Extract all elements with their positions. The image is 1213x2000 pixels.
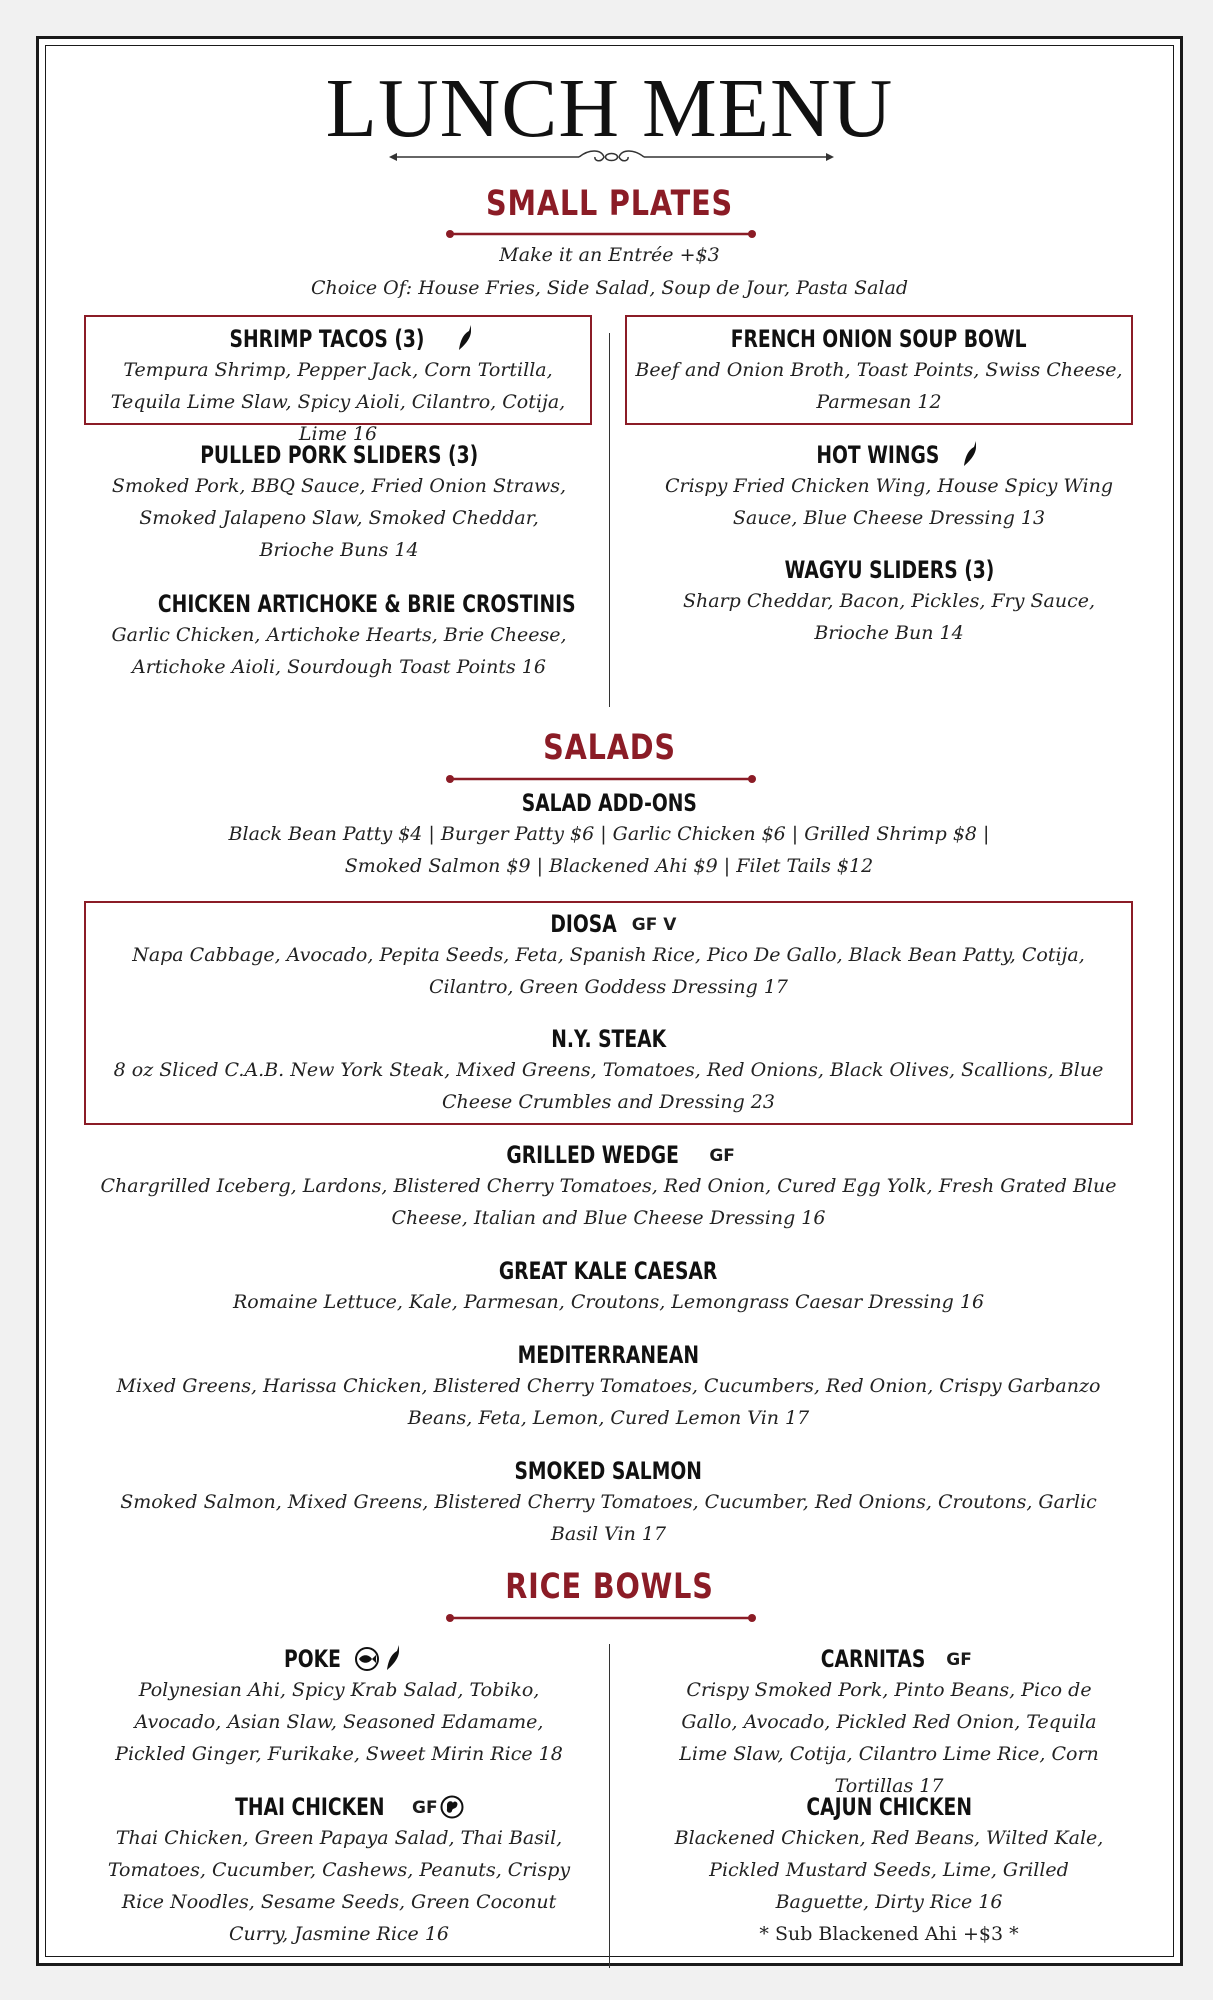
menu-item-smoked-salmon — [94, 1456, 1123, 1550]
choice-note: Choice Of: House Fries, Side Salad, Soup de Jour, Pasta Salad — [310, 277, 909, 299]
entree-note: Make it an Entrée +$3 — [499, 244, 720, 266]
menu-item-mediterranean — [94, 1340, 1123, 1434]
item-description: Mixed Greens, Harissa Chicken, Blistered Cherry Tomatoes, Cucumbers, Red Onion, Crispy Garbanzo Beans, Feta, Lemon, Cured Lemon Vin 17 — [116, 1375, 1101, 1429]
dietary-badge: GF V — [631, 915, 677, 935]
item-description: Polynesian Ahi, Spicy Krab Salad, Tobiko, Avocado, Asian Slaw, Seasoned Edamame, Pickled Ginger, Furikake, Sweet Mirin Rice 18 — [115, 1679, 563, 1765]
item-name: CARNITAS — [820, 1645, 926, 1673]
dietary-badge: GF — [709, 1146, 735, 1166]
item-name: THAI CHICKEN — [235, 1793, 385, 1821]
menu-item-chicken-artichoke-crostinis — [99, 589, 579, 683]
menu-item-shrimp-tacos — [94, 324, 582, 450]
menu-item-ny-steak — [94, 1024, 1123, 1118]
item-name: N.Y. STEAK — [551, 1025, 666, 1053]
item-description: Tempura Shrimp, Pepper Jack, Corn Tortilla, Tequila Lime Slaw, Spicy Aioli, Cilantro, Cotija, Lime 16 — [110, 359, 566, 445]
item-name: PULLED PORK SLIDERS (3) — [200, 441, 478, 469]
small-plates-divider — [609, 333, 610, 707]
rice-bowls-heading: RICE BOWLS — [505, 1567, 714, 1607]
small-plates-rule — [445, 229, 757, 239]
spicy-pepper-icon — [458, 325, 474, 351]
item-description: Crispy Fried Chicken Wing, House Spicy Wing Sauce, Blue Cheese Dressing 13 — [664, 475, 1114, 529]
title-ornament — [389, 147, 834, 167]
item-description: Thai Chicken, Green Papaya Salad, Thai Basil, Tomatoes, Cucumber, Cashews, Peanuts, Crispy Rice Noodles, Sesame Seeds, Green Coconut Curry, Jasmine Rice 16 — [107, 1827, 571, 1945]
salad-add-ons — [129, 788, 1089, 882]
menu-item-hot-wings — [649, 440, 1129, 534]
menu-item-pulled-pork-sliders — [109, 440, 569, 566]
spicy-pepper-icon — [963, 441, 979, 467]
item-name: CHICKEN ARTICHOKE & BRIE CROSTINIS — [157, 590, 576, 618]
item-name: WAGYU SLIDERS (3) — [784, 556, 994, 584]
item-name: MEDITERRANEAN — [517, 1341, 700, 1369]
menu-item-cajun-chicken — [669, 1792, 1109, 1950]
item-name: CAJUN CHICKEN — [806, 1793, 972, 1821]
add-ons-line-1: Black Bean Patty $4 | Burger Patty $6 | Garlic Chicken $6 | Grilled Shrimp $8 | — [228, 823, 990, 845]
item-name: GRILLED WEDGE — [506, 1141, 679, 1169]
menu-item-poke — [104, 1644, 574, 1770]
menu-page — [36, 36, 1183, 1966]
item-name: HOT WINGS — [816, 441, 940, 469]
add-ons-line-2: Smoked Salmon $9 | Blackened Ahi $9 | Filet Tails $12 — [344, 855, 874, 877]
rice-bowls-rule — [445, 1613, 757, 1623]
item-description: Garlic Chicken, Artichoke Hearts, Brie Cheese, Artichoke Aioli, Sourdough Toast Points 16 — [111, 624, 567, 678]
menu-item-diosa — [94, 909, 1123, 1003]
menu-item-thai-chicken — [104, 1792, 574, 1950]
item-name: POKE — [283, 1645, 341, 1673]
item-description: Smoked Pork, BBQ Sauce, Fried Onion Straws, Smoked Jalapeno Slaw, Smoked Cheddar, Brioche Buns 14 — [111, 475, 567, 561]
nut-allergen-icon — [440, 1795, 464, 1819]
dietary-badge: GF — [946, 1650, 972, 1670]
raw-fish-icon — [354, 1647, 380, 1671]
rice-bowls-divider — [609, 1644, 610, 1968]
salads-heading: SALADS — [543, 728, 676, 768]
item-name: GREAT KALE CAESAR — [499, 1257, 718, 1285]
menu-title: LUNCH MENU — [325, 62, 894, 155]
item-name: DIOSA — [549, 910, 617, 938]
item-description: Napa Cabbage, Avocado, Pepita Seeds, Feta, Spanish Rice, Pico De Gallo, Black Bean Patty, Cotija, Cilantro, Green Goddess Dressing 17 — [132, 944, 1085, 998]
menu-item-great-kale-caesar — [94, 1256, 1123, 1318]
menu-item-french-onion-soup — [635, 324, 1123, 418]
item-description: Sharp Cheddar, Bacon, Pickles, Fry Sauce, Brioche Bun 14 — [682, 590, 1095, 644]
small-plates-heading: SMALL PLATES — [485, 184, 733, 224]
item-description: Crispy Smoked Pork, Pinto Beans, Pico de Gallo, Avocado, Pickled Red Onion, Tequila Lime Slaw, Cotija, Cilantro Lime Rice, Corn Tortillas 17 — [679, 1679, 1099, 1797]
salads-rule — [445, 774, 757, 784]
item-description: Chargrilled Iceberg, Lardons, Blistered Cherry Tomatoes, Red Onion, Cured Egg Yolk, Fresh Grated Blue Cheese, Italian and Blue Cheese Dressing 16 — [100, 1175, 1117, 1229]
sub-note: * Sub Blackened Ahi +$3 * — [759, 1923, 1019, 1945]
item-description: 8 oz Sliced C.A.B. New York Steak, Mixed Greens, Tomatoes, Red Onions, Black Olives, Scallions, Blue Cheese Crumbles and Dressing 23 — [113, 1059, 1104, 1113]
menu-item-grilled-wedge — [94, 1140, 1123, 1234]
item-name: FRENCH ONION SOUP BOWL — [731, 325, 1027, 353]
menu-item-carnitas — [669, 1644, 1109, 1802]
item-description: Beef and Onion Broth, Toast Points, Swiss Cheese, Parmesan 12 — [635, 359, 1123, 413]
spicy-pepper-icon — [386, 1645, 402, 1671]
item-name: SHRIMP TACOS (3) — [229, 325, 425, 353]
item-description: Blackened Chicken, Red Beans, Wilted Kale, Pickled Mustard Seeds, Lime, Grilled Baguette, Dirty Rice 16 — [674, 1827, 1104, 1913]
item-name: SMOKED SALMON — [514, 1457, 703, 1485]
item-description: Smoked Salmon, Mixed Greens, Blistered Cherry Tomatoes, Cucumber, Red Onions, Croutons, Garlic Basil Vin 17 — [120, 1491, 1097, 1545]
dietary-badge: GF — [412, 1798, 438, 1818]
item-name: SALAD ADD-ONS — [521, 789, 697, 817]
item-description: Romaine Lettuce, Kale, Parmesan, Croutons, Lemongrass Caesar Dressing 16 — [232, 1291, 985, 1313]
menu-item-wagyu-sliders — [674, 555, 1104, 649]
